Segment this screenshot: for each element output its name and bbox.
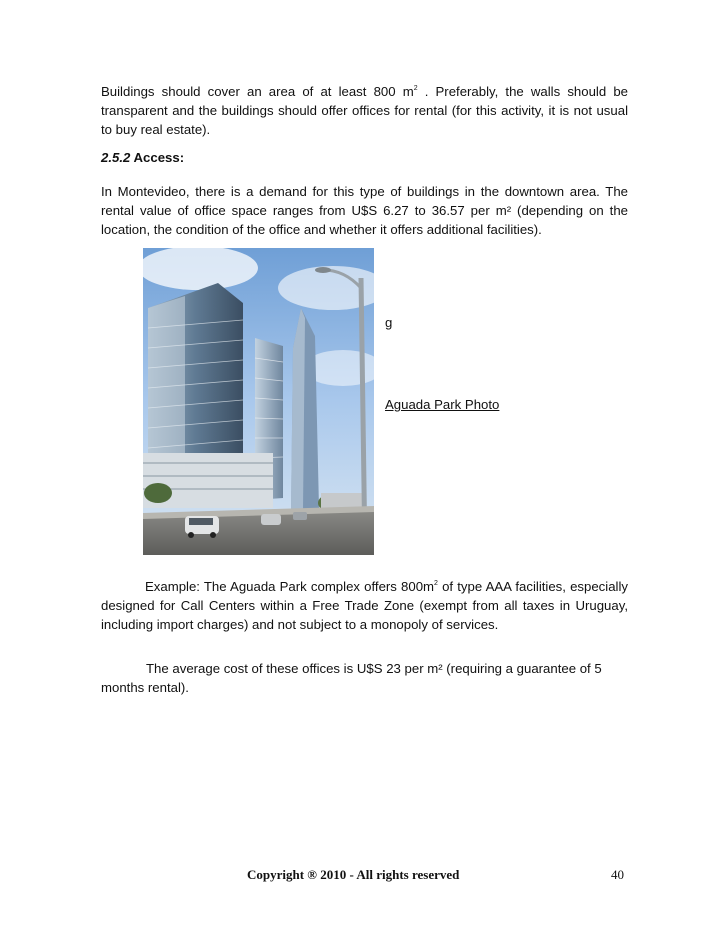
section-title: Access: xyxy=(130,150,185,165)
aguada-park-photo xyxy=(143,248,374,555)
superscript: 2 xyxy=(434,580,438,587)
page-number: 40 xyxy=(611,867,624,882)
copyright-notice: Copyright ® 2010 - All rights reserved xyxy=(247,867,460,882)
section-heading xyxy=(101,150,184,165)
paragraph-aguada-park-example xyxy=(101,577,628,634)
aguada-park-photo-link[interactable]: Aguada Park Photo xyxy=(385,397,500,412)
paragraph-text: . Preferably, the walls should be transparent and the buildings should offer offices for rental (for this activity, it is not usual to buy real estate). xyxy=(101,84,628,137)
paragraph-average-cost: The average cost of these offices is U$S 23 per m² (requiring a guarantee of 5 months rental). xyxy=(101,661,602,695)
paragraph-montevideo-demand: In Montevideo, there is a demand for this type of buildings in the downtown area. The rental value of office space ranges from U$S 6.27 to 36.57 per m² (depending on the location, the condition of the office and whether it offers additional facilities). xyxy=(101,184,628,237)
paragraph-text: of type AAA facilities, especially designed for Call Centers within a Free Trade Zone (exempt from all taxes in Uruguay, including import charges) and not subject to a monopoly of services. xyxy=(101,579,628,632)
section-number: 2.5.2 xyxy=(101,150,131,165)
paragraph-text: Buildings should cover an area of at least 800 m xyxy=(101,84,414,99)
paragraph-text: Example: The Aguada Park complex offers 800m xyxy=(145,579,435,594)
figure-caption-fragment: g xyxy=(385,315,393,330)
paragraph-building-area xyxy=(101,82,628,139)
superscript: 2 xyxy=(413,85,418,92)
